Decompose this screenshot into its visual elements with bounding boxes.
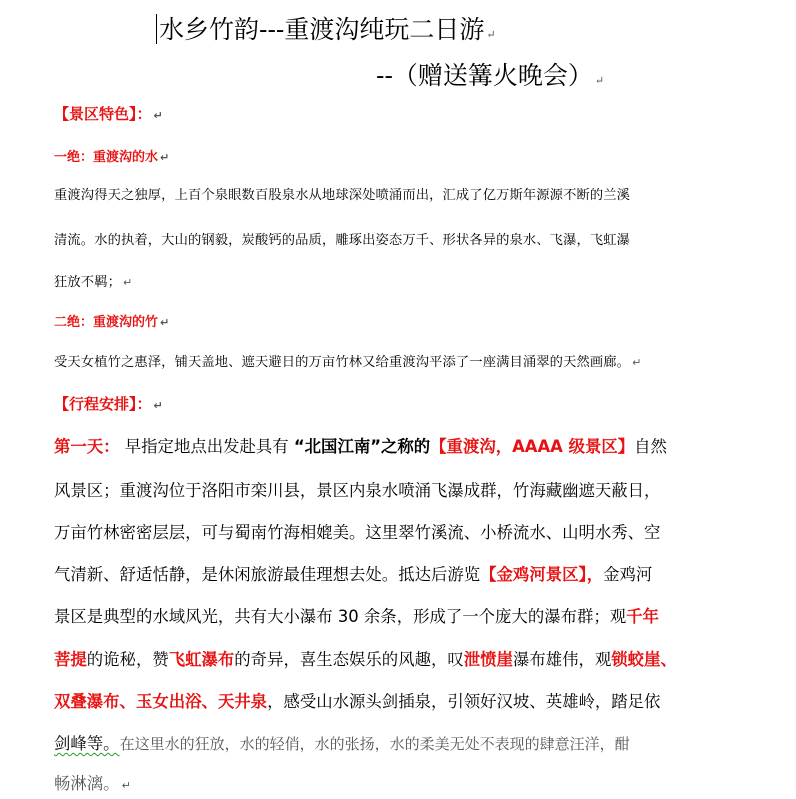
water-heading: 一绝：重渡沟的水 ↵ — [54, 150, 170, 165]
features-heading: 【景区特色】： ↵ — [54, 105, 163, 123]
water-text-line-1: 重渡沟得天之独厚，上百个泉眼数百股泉水从地球深处喷涌而出，汇成了亿万斯年源源不断的兰溪 — [54, 188, 631, 203]
itinerary-heading: 【行程安排】： ↵ — [54, 395, 163, 413]
highlight-qiannian: 千年 — [626, 607, 659, 626]
highlight-feihong: 飞虹瀑布 — [168, 650, 235, 669]
paragraph-mark-icon: ↵ — [153, 399, 163, 412]
highlight-zhongdugou: 【重渡沟，AAAA 级景区】 — [430, 437, 635, 456]
highlight-scenic-spots: 双叠瀑布、玉女出浴、天井泉 — [54, 692, 268, 711]
paragraph-mark-icon: ↵ — [160, 316, 170, 329]
highlight-suojiao: 锁蛟崖、 — [611, 650, 677, 669]
paragraph-mark-icon: ↵ — [594, 74, 605, 87]
day1-line-1: 第一天： 早指定地点出发赴具有 “北国江南”之称的【重渡沟，AAAA 级景区】自然 — [54, 437, 667, 456]
paragraph-mark-icon: ↵ — [160, 151, 170, 164]
paragraph-mark-icon: ↵ — [153, 109, 163, 122]
title-line-1: 水乡竹韵---重渡沟纯玩二日游 ↵ — [156, 10, 496, 46]
water-text-line-2: 清流。水的执着，大山的钢毅，炭酸钙的品质，雕琢出姿态万千、形状各异的泉水、飞瀑，飞虹瀑 — [54, 233, 631, 248]
day1-line-9: 畅淋漓。 ↵ — [54, 774, 131, 793]
highlight-xiefen: 泄愤崖 — [463, 650, 513, 669]
bamboo-heading: 二绝：重渡沟的竹 ↵ — [54, 315, 170, 330]
day1-line-6: 菩提的诡秘，赞飞虹瀑布的奇异，喜生态娱乐的风趣，叹泄愤崖瀑布雄伟，观锁蛟崖、 — [54, 650, 677, 669]
day1-line-2: 风景区；重渡沟位于洛阳市栾川县，景区内泉水喷涌飞瀑成群，竹海藏幽遮天蔽日， — [54, 481, 661, 500]
paragraph-mark-icon: ↵ — [486, 28, 496, 41]
day1-line-4: 气清新、舒适恬静，是休闲旅游最佳理想去处。抵达后游览【金鸡河景区】，金鸡河 — [54, 565, 653, 584]
highlight-jinjihe: 【金鸡河景区】， — [480, 565, 604, 584]
day1-label: 第一天： — [54, 437, 120, 456]
text-cursor — [156, 14, 157, 44]
water-text-line-3: 狂放不羁； ↵ — [54, 275, 133, 290]
day1-line-5: 景区是典型的水域风光，共有大小瀑布 30 余条，形成了一个庞大的瀑布群；观千年 — [54, 607, 659, 626]
day1-line-8: 剑峰等。在这里水的狂放，水的轻俏，水的张扬，水的柔美无处不表现的肆意汪洋，酣 — [54, 734, 630, 753]
title-line-2: --（赠送篝火晚会） ↵ — [376, 61, 605, 90]
paragraph-mark-icon: ↵ — [121, 779, 131, 792]
paragraph-mark-icon: ↵ — [632, 356, 642, 369]
day1-line-7: 双叠瀑布、玉女出浴、天井泉，感受山水源头剑插泉，引领好汉坡、英雄岭，踏足依 — [54, 692, 661, 711]
highlight-puti: 菩提 — [54, 650, 87, 669]
bamboo-text: 受天女植竹之惠泽，铺天盖地、遮天避日的万亩竹林又给重渡沟平添了一座满目涌翠的天然画廊。 ↵ — [54, 355, 642, 370]
day1-line-3: 万亩竹林密密层层，可与蜀南竹海相媲美。这里翠竹溪流、小桥流水、山明水秀、空 — [54, 523, 661, 542]
paragraph-mark-icon: ↵ — [122, 276, 133, 289]
